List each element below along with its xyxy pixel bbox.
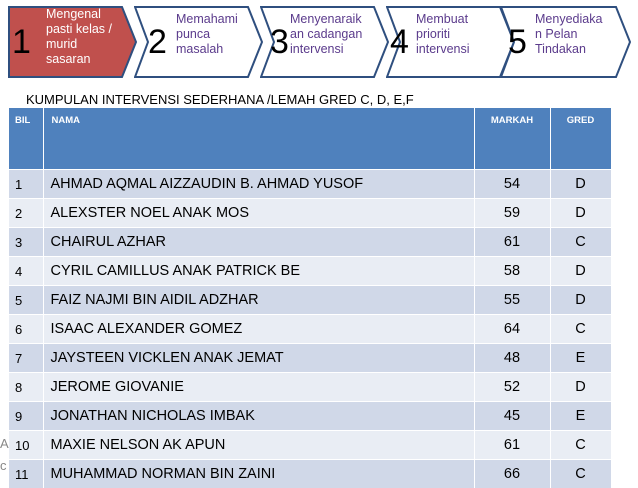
cell-nama: MAXIE NELSON AK APUN [43, 431, 474, 460]
cell-nama: CHAIRUL AZHAR [43, 228, 474, 257]
overlay-letter-a: A [0, 436, 9, 451]
cell-bil: 5 [9, 286, 43, 315]
cell-markah: 61 [474, 228, 550, 257]
step-1-label: Mengenal pasti kelas / murid sasaran [46, 7, 112, 67]
cell-bil: 8 [9, 373, 43, 402]
header-bil: BIL [9, 108, 43, 170]
cell-gred: C [550, 460, 611, 488]
cell-bil: 3 [9, 228, 43, 257]
cell-bil: 1 [9, 170, 43, 199]
step-3-label: Menyenaraik an cadangan intervensi [290, 12, 362, 57]
table-row [9, 257, 611, 286]
cell-nama: AHMAD AQMAL AIZZAUDIN B. AHMAD YUSOF [43, 170, 474, 199]
cell-bil: 6 [9, 315, 43, 344]
cell-nama: JONATHAN NICHOLAS IMBAK [43, 402, 474, 431]
step-3 [260, 6, 388, 78]
step-4-label: Membuat prioriti intervensi [416, 12, 470, 57]
cell-gred: C [550, 315, 611, 344]
header-gred: GRED [550, 108, 611, 170]
cell-bil: 9 [9, 402, 43, 431]
step-3-number: 3 [270, 24, 289, 60]
step-4-number: 4 [390, 24, 409, 60]
cell-markah: 45 [474, 402, 550, 431]
step-5-label: Menyediaka n Pelan Tindakan [535, 12, 602, 57]
header-markah: MARKAH [474, 108, 550, 170]
cell-bil: 2 [9, 199, 43, 228]
cell-nama: JAYSTEEN VICKLEN ANAK JEMAT [43, 344, 474, 373]
table-row [9, 344, 611, 373]
cell-nama: CYRIL CAMILLUS ANAK PATRICK BE [43, 257, 474, 286]
cell-bil: 11 [9, 460, 43, 488]
table-row [9, 315, 611, 344]
table-header-row [9, 108, 611, 170]
table-row [9, 286, 611, 315]
table-row [9, 228, 611, 257]
cell-bil: 7 [9, 344, 43, 373]
table-row [9, 460, 611, 488]
step-5-number: 5 [508, 24, 527, 60]
cell-gred: D [550, 170, 611, 199]
cell-gred: D [550, 286, 611, 315]
cell-gred: E [550, 344, 611, 373]
cell-nama: FAIZ NAJMI BIN AIDIL ADZHAR [43, 286, 474, 315]
cell-gred: C [550, 431, 611, 460]
student-table [9, 108, 612, 488]
cell-gred: D [550, 257, 611, 286]
cell-markah: 54 [474, 170, 550, 199]
cell-bil: 10 [9, 431, 43, 460]
cell-gred: E [550, 402, 611, 431]
cell-markah: 66 [474, 460, 550, 488]
step-1-number: 1 [12, 24, 31, 60]
cell-markah: 55 [474, 286, 550, 315]
cell-nama: ALEXSTER NOEL ANAK MOS [43, 199, 474, 228]
cell-gred: D [550, 373, 611, 402]
cell-markah: 61 [474, 431, 550, 460]
step-2-label: Memahami punca masalah [176, 12, 238, 57]
table-row [9, 199, 611, 228]
cell-markah: 48 [474, 344, 550, 373]
cell-bil: 4 [9, 257, 43, 286]
step-4 [386, 6, 514, 78]
header-nama: NAMA [43, 108, 474, 170]
cell-markah: 64 [474, 315, 550, 344]
cell-nama: MUHAMMAD NORMAN BIN ZAINI [43, 460, 474, 488]
table-row [9, 431, 611, 460]
cell-gred: D [550, 199, 611, 228]
cell-markah: 58 [474, 257, 550, 286]
step-2-number: 2 [148, 24, 167, 60]
step-2 [134, 6, 262, 78]
table-row [9, 373, 611, 402]
step-5 [500, 6, 630, 78]
cell-nama: ISAAC ALEXANDER GOMEZ [43, 315, 474, 344]
cell-nama: JEROME GIOVANIE [43, 373, 474, 402]
cell-gred: C [550, 228, 611, 257]
table-row [9, 170, 611, 199]
table-subtitle: KUMPULAN INTERVENSI SEDERHANA /LEMAH GRED C, D, E,F [26, 92, 414, 107]
step-1 [8, 6, 136, 78]
cell-markah: 59 [474, 199, 550, 228]
process-steps [0, 0, 638, 82]
table-row [9, 402, 611, 431]
overlay-letter-c: c [0, 458, 7, 473]
cell-markah: 52 [474, 373, 550, 402]
